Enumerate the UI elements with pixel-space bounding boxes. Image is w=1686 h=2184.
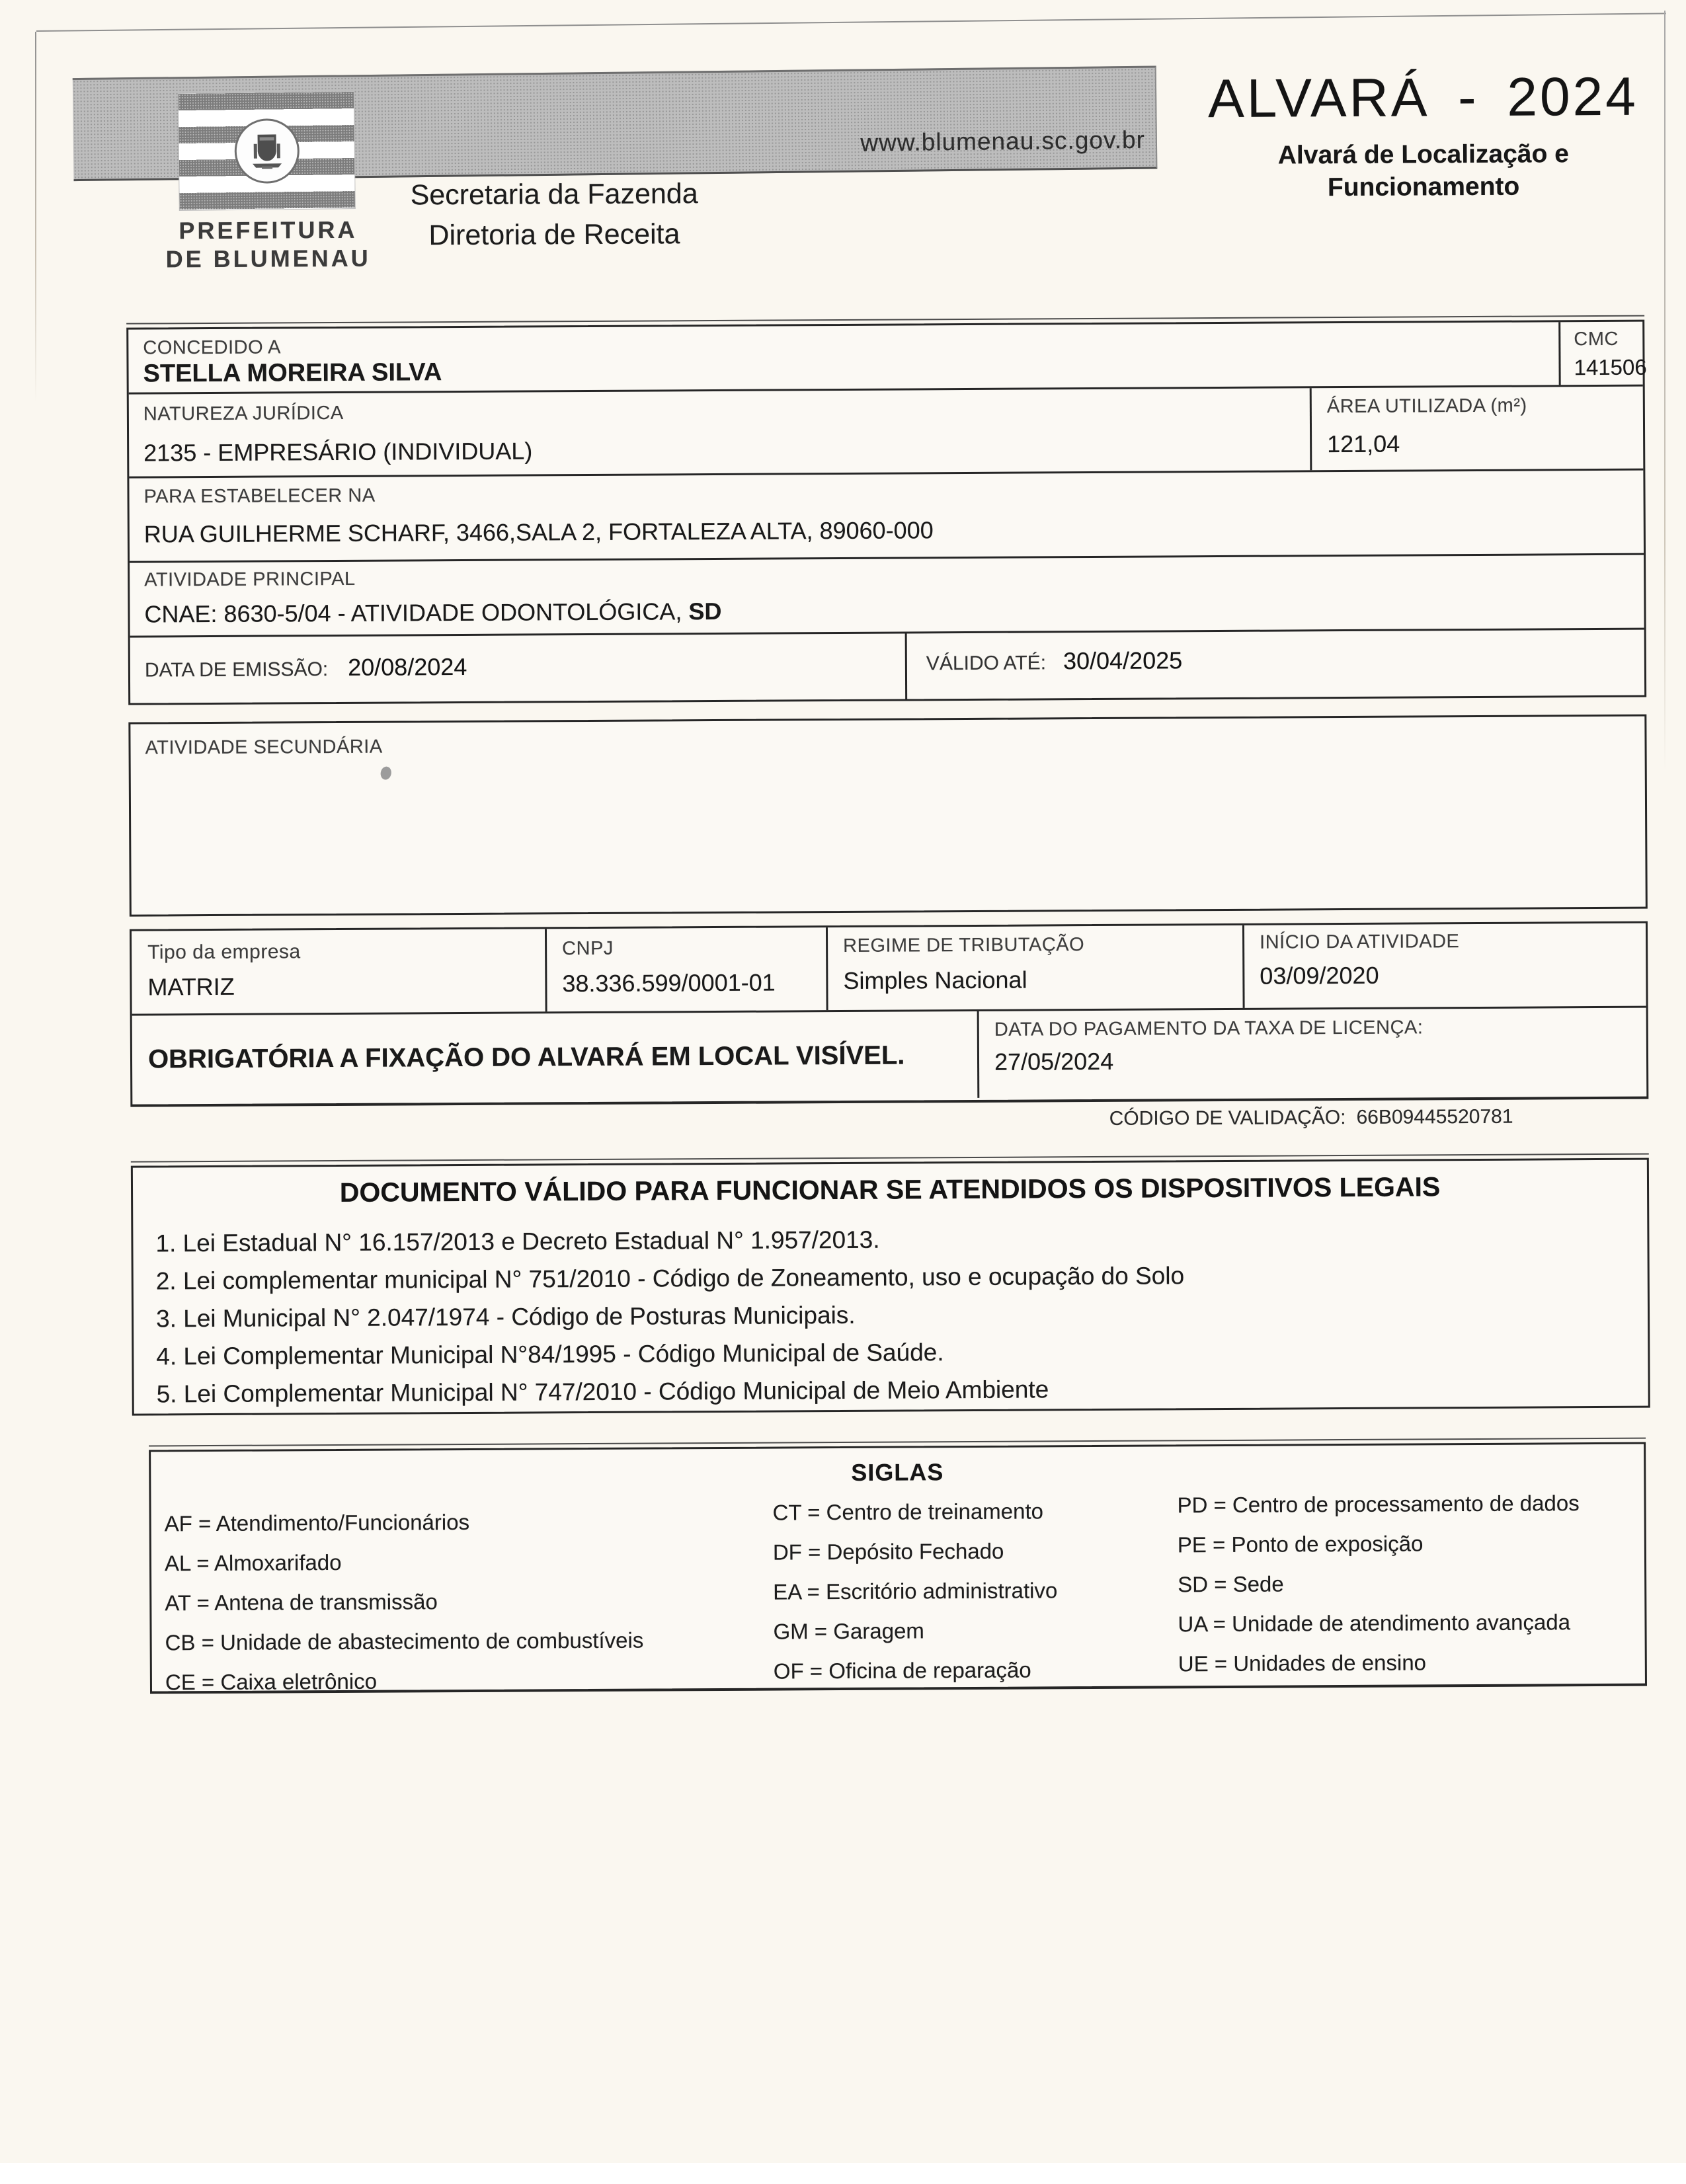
- validation-value: 66B09445520781: [1356, 1105, 1513, 1128]
- document-subtitle: [1238, 137, 1609, 204]
- sigla-item: AT = Antena de transmissão: [165, 1589, 438, 1616]
- address-value: RUA GUILHERME SCHARF, 3466,SALA 2, FORTALEZA ALTA, 89060-000: [143, 516, 934, 548]
- main-info-box: [126, 320, 1646, 705]
- tax-regime-value: Simples Nacional: [843, 966, 1027, 994]
- department-name: [379, 174, 730, 256]
- validation-label: CÓDIGO DE VALIDAÇÃO:: [1109, 1107, 1346, 1130]
- grantee-value: STELLA MOREIRA SILVA: [143, 358, 442, 388]
- siglas-column-2: [773, 1499, 1059, 1698]
- cmc-label: CMC: [1574, 328, 1619, 350]
- address-label: PARA ESTABELECER NA: [143, 485, 376, 508]
- siglas-title: SIGLAS: [851, 1458, 944, 1486]
- sigla-item: OF = Oficina de reparação: [773, 1657, 1031, 1684]
- sigla-item: EA = Escritório administrativo: [773, 1578, 1058, 1604]
- display-notice: OBRIGATÓRIA A FIXAÇÃO DO ALVARÁ EM LOCAL VISÍVEL.: [147, 1040, 905, 1074]
- org-name: [162, 215, 374, 274]
- legal-item: 2. Lei complementar municipal N° 751/2010 - Código de Zoneamento, uso e ocupação do Solo: [155, 1262, 1185, 1295]
- legal-item: 4. Lei Complementar Municipal N°84/1995 - Código Municipal de Saúde.: [156, 1339, 944, 1370]
- main-activity-value: [144, 598, 721, 629]
- company-box: [130, 921, 1648, 1107]
- dates-row: [130, 630, 1644, 703]
- activity-start-value: 03/09/2020: [1260, 961, 1379, 990]
- blumenau-flag-icon: [179, 92, 355, 210]
- sigla-item: DF = Depósito Fechado: [772, 1538, 1004, 1565]
- sigla-item: GM = Garagem: [773, 1618, 924, 1644]
- legal-item: 5. Lei Complementar Municipal N° 747/2010 - Código Municipal de Meio Ambiente: [156, 1376, 1049, 1408]
- legal-item: 3. Lei Municipal N° 2.047/1974 - Código de Posturas Municipais.: [155, 1301, 856, 1333]
- validation-code-line: [1109, 1106, 1513, 1130]
- sigla-item: SD = Sede: [1178, 1571, 1284, 1597]
- tax-regime-label: REGIME DE TRIBUTAÇÃO: [843, 934, 1085, 956]
- document-subtitle-line2: Funcionamento: [1327, 172, 1520, 202]
- scan-smudge: [380, 765, 393, 781]
- cnae-sigla: SD: [688, 597, 722, 625]
- sigla-item: UE = Unidades de ensino: [1178, 1650, 1427, 1676]
- address-row: [129, 471, 1644, 561]
- cmc-value: 141506: [1574, 354, 1647, 380]
- legal-item: 1. Lei Estadual N° 16.157/2013 e Decreto Estadual N° 1.957/2013.: [155, 1226, 880, 1257]
- document-subtitle-line1: Alvará de Localização e: [1277, 139, 1569, 170]
- cnae-text: CNAE: 8630-5/04 - ATIVIDADE ODONTOLÓGICA,: [144, 598, 689, 628]
- department-line1: Secretaria da Fazenda: [410, 178, 698, 212]
- cnpj-label: CNPJ: [562, 937, 614, 960]
- document-title: ALVARÁ - 2024: [1207, 66, 1639, 130]
- secondary-activity-label: ATIVIDADE SECUNDÁRIA: [145, 736, 383, 759]
- activity-start-label: INÍCIO DA ATIVIDADE: [1260, 931, 1460, 953]
- legal-box: [131, 1158, 1650, 1416]
- valid-until-field: [926, 646, 1183, 676]
- org-name-line1: PREFEITURA: [179, 215, 358, 245]
- grantee-row: [128, 322, 1647, 393]
- sigla-item: AL = Almoxarifado: [164, 1549, 342, 1576]
- sigla-item: AF = Atendimento/Funcionários: [164, 1509, 470, 1536]
- cell-divider: [545, 929, 547, 1011]
- legal-items: [155, 1217, 1628, 1413]
- cell-divider: [1242, 925, 1245, 1008]
- legal-nature-value: 2135 - EMPRESÁRIO (INDIVIDUAL): [143, 437, 533, 467]
- dates-cell-divider: [905, 633, 908, 699]
- area-cell-divider: [1310, 388, 1312, 470]
- valid-until-value: 30/04/2025: [1063, 646, 1183, 675]
- siglas-column-1: [165, 1509, 644, 1710]
- org-name-line2: DE BLUMENAU: [165, 244, 371, 273]
- cnpj-value: 38.336.599/0001-01: [562, 968, 776, 997]
- sigla-item: UA = Unidade de atendimento avançada: [1178, 1610, 1571, 1637]
- cell-divider: [977, 1011, 980, 1098]
- area-label: ÁREA UTILIZADA (m²): [1326, 395, 1527, 418]
- sigla-item: CE = Caixa eletrônico: [165, 1668, 378, 1695]
- website-url: www.blumenau.sc.gov.br: [860, 126, 1146, 157]
- sigla-item: PD = Centro de processamento de dados: [1177, 1491, 1580, 1518]
- company-type-value: MATRIZ: [147, 972, 235, 1001]
- secondary-activity-box: [128, 715, 1648, 917]
- emission-date-value: 20/08/2024: [348, 652, 467, 681]
- cmc-cell-divider: [1558, 322, 1560, 385]
- sigla-item: CT = Centro de treinamento: [772, 1499, 1044, 1525]
- grantee-label: CONCEDIDO A: [143, 336, 281, 359]
- valid-until-label: VÁLIDO ATÉ:: [926, 652, 1047, 675]
- legal-title: DOCUMENTO VÁLIDO PARA FUNCIONAR SE ATENDIDOS OS DISPOSITIVOS LEGAIS: [339, 1171, 1441, 1208]
- license-fee-label: DATA DO PAGAMENTO DA TAXA DE LICENÇA:: [994, 1017, 1424, 1040]
- notice-row: [132, 1008, 1647, 1103]
- legal-nature-label: NATUREZA JURÍDICA: [143, 402, 344, 425]
- main-activity-row: [130, 555, 1644, 636]
- company-type-label: Tipo da empresa: [147, 941, 301, 964]
- company-row: [132, 923, 1646, 1014]
- legal-nature-row: [129, 387, 1644, 477]
- license-fee-value: 27/05/2024: [994, 1047, 1114, 1075]
- siglas-column-3: [1177, 1491, 1580, 1691]
- department-line2: Diretoria de Receita: [428, 218, 680, 252]
- main-activity-label: ATIVIDADE PRINCIPAL: [144, 568, 356, 591]
- siglas-box: [149, 1442, 1647, 1694]
- emission-date-field: [145, 653, 467, 683]
- sigla-item: PE = Ponto de exposição: [1177, 1531, 1424, 1557]
- emission-date-label: DATA DE EMISSÃO:: [144, 658, 329, 682]
- area-value: 121,04: [1327, 430, 1400, 458]
- crest-svg: [249, 129, 284, 173]
- cell-divider: [826, 927, 828, 1010]
- sigla-item: CB = Unidade de abastecimento de combustíveis: [165, 1627, 644, 1655]
